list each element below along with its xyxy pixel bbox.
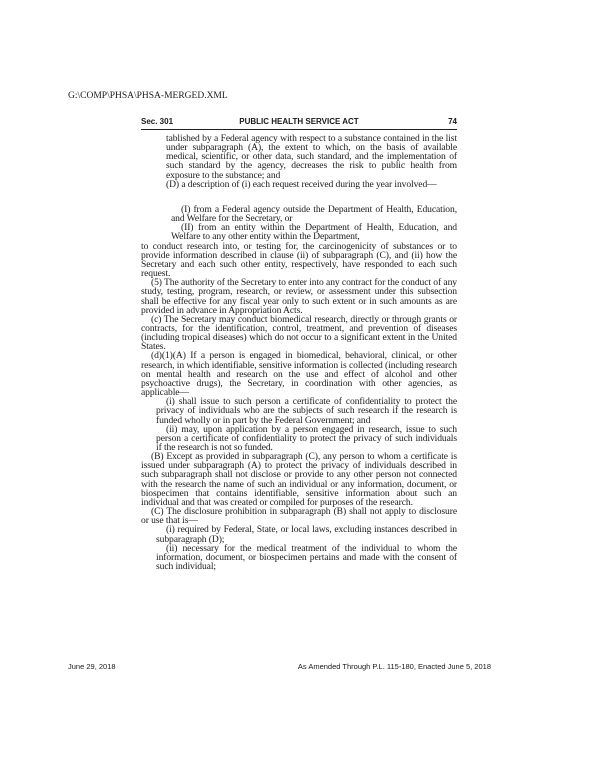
- paragraph: (ii) necessary for the medical treatment of the individual to whom the information, document, or biospecimen pertains and made with the consent of such individual;: [156, 542, 457, 573]
- statute-text: [141, 134, 457, 571]
- paragraph: (i) required by Federal, State, or local laws, excluding instances described in subparagraph (D);: [156, 524, 457, 545]
- act-title: PUBLIC HEALTH SERVICE ACT: [239, 117, 359, 126]
- section-number: Sec. 301: [141, 117, 174, 126]
- page-number: 74: [448, 117, 457, 126]
- paragraph: (B) Except as provided in subparagraph (C), any person to whom a certificate is issued under subparagraph (A) to protect the privacy of individuals described in such subparagraph shall not disclose or provide to any other person not connected with the research the name of such an individual or any information, document, or biospecimen that contains identifiable, sensitive information about such an individual and that was created or compiled for purposes of the research.: [141, 451, 457, 508]
- paragraph: (5) The authority of the Secretary to enter into any contract for the conduct of any study, testing, program, research, or review, or assessment under this subsection shall be effective for any fiscal year only to such extent or in such amounts as are provided in advance in Appropriation Acts.: [141, 277, 457, 316]
- paragraph: tablished by a Federal agency with respect to a substance contained in the list under subparagraph (A), the extent to which, on the basis of available medical, scientific, or other data, such standard, and the implementation of such standard by the agency, decreases the risk to public health from exposure to the substance; and: [166, 133, 457, 181]
- paragraph: to conduct research into, or testing for, the carcinogenicity of substances or to provide information described in clause (ii) of subparagraph (C), and (ii) how the Secretary and each such other entity, respectively, have responded to each such request.: [141, 240, 457, 280]
- paragraph: (c) The Secretary may conduct biomedical research, directly or through grants or contracts, for the identification, control, treatment, and prevention of diseases (including tropical diseases) which do not occur to a significant extent in the United States.: [141, 313, 457, 353]
- paragraph: (d)(1)(A) If a person is engaged in biomedical, behavioral, clinical, or other research, in which identifiable, sensitive information is collected (including research on mental health and research on the use and effect of alcohol and other psychoactive drugs), the Secretary, in coordination with other agencies, as applicable—: [141, 350, 457, 399]
- paragraph: (ii) may, upon application by a person engaged in research, issue to such person a certificate of confidentiality to protect the privacy of such individuals if the research is not so funded.: [156, 423, 457, 453]
- footer-date: June 29, 2018: [68, 662, 116, 671]
- file-path: G:\COMP\PHSA\PHSA-MERGED.XML: [68, 91, 228, 101]
- paragraph: (i) shall issue to such person a certificate of confidentiality to protect the privacy of individuals who are the subjects of such research if the research is funded wholly or in part by the Federal Government; and: [156, 396, 457, 426]
- header-rule: [141, 129, 457, 130]
- paragraph: (C) The disclosure prohibition in subparagraph (B) shall not apply to disclosure or use that is—: [141, 506, 457, 527]
- paragraph: (II) from an entity within the Department of Health, Education, and Welfare to any other entity within the Department,: [171, 222, 457, 243]
- footer-amended: As Amended Through P.L. 115-180, Enacted June 5, 2018: [297, 662, 491, 671]
- paragraph: (I) from a Federal agency outside the Department of Health, Education, and Welfare for the Secretary, or: [171, 203, 457, 225]
- paragraph: (D) a description of (i) each request received during the year involved—: [166, 178, 437, 190]
